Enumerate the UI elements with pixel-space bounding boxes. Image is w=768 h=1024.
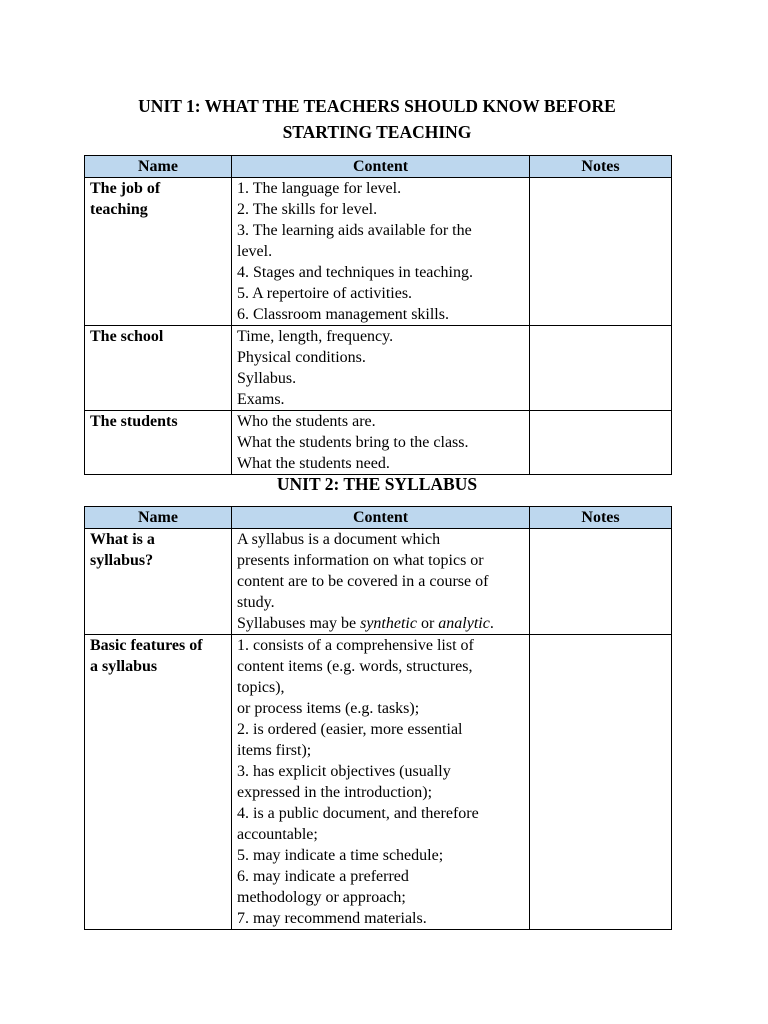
row-notes-cell [530,411,672,475]
row-content-cell [232,529,530,635]
row-notes-cell [530,529,672,635]
row-content-cell [232,635,530,930]
row-content-cell [232,326,530,411]
content-line: expressed in the introduction); [237,784,433,801]
content-line: 6. Classroom management skills. [237,306,449,323]
content-line: A syllabus is a document which [237,531,441,548]
row-content-cell [232,178,530,326]
content-line: What the students need. [237,455,390,472]
content-line: 5. may indicate a time schedule; [237,847,444,864]
table-row [85,326,672,411]
table-row [85,411,672,475]
content-line: methodology or approach; [237,889,406,906]
row-name-line: The job of [90,180,161,197]
table-row [85,529,672,635]
header-notes: Notes [530,507,672,529]
syllabus-types-middle: or [416,615,439,632]
content-line: accountable; [237,826,318,843]
row-name-line: What is a [90,531,155,548]
content-line: 3. The learning aids available for the [237,222,472,239]
content-line: What the students bring to the class. [237,434,469,451]
content-line: 1. The language for level. [237,180,402,197]
row-name-cell [85,529,232,635]
header-name: Name [85,507,232,529]
row-name-line: Basic features of [90,637,203,654]
content-line: study. [237,594,275,611]
content-line: 3. has explicit objectives (usually [237,763,451,780]
unit2-table [84,506,672,930]
table-row [85,178,672,326]
row-notes-cell [530,178,672,326]
row-name-cell [85,326,232,411]
content-line: items first); [237,742,312,759]
unit1-title [84,93,670,145]
row-name-cell [85,635,232,930]
row-name-line: The students [90,413,178,430]
content-line: or process items (e.g. tasks); [237,700,420,717]
content-line: 7. may recommend materials. [237,910,427,927]
content-line: Exams. [237,391,285,408]
content-line: 6. may indicate a preferred [237,868,409,885]
content-line: 4. is a public document, and therefore [237,805,479,822]
content-line: Physical conditions. [237,349,366,366]
row-name-cell [85,411,232,475]
row-name-cell [85,178,232,326]
content-line: 1. consists of a comprehensive list of [237,637,474,654]
table-header-row [85,507,672,529]
header-notes: Notes [530,156,672,178]
syllabus-types-suffix: . [489,615,494,632]
content-line: 4. Stages and techniques in teaching. [237,264,473,281]
header-content: Content [232,507,530,529]
analytic-term: analytic [438,615,490,632]
table-header-row [85,156,672,178]
row-name-line: The school [90,328,164,345]
content-line-syllabus-types [237,613,524,634]
unit1-table [84,155,672,475]
header-content: Content [232,156,530,178]
content-line: Syllabus. [237,370,297,387]
content-line: content are to be covered in a course of [237,573,489,590]
row-notes-cell [530,326,672,411]
synthetic-term: synthetic [360,615,417,632]
content-line: 5. A repertoire of activities. [237,285,413,302]
content-line: Who the students are. [237,413,376,430]
content-line: Time, length, frequency. [237,328,394,345]
unit1-title-line2: STARTING TEACHING [282,122,472,142]
row-notes-cell [530,635,672,930]
content-line: topics), [237,679,285,696]
row-name-line: teaching [90,201,148,218]
row-name-line: syllabus? [90,552,154,569]
content-line: presents information on what topics or [237,552,484,569]
content-line: 2. The skills for level. [237,201,378,218]
header-name: Name [85,156,232,178]
unit2-title: UNIT 2: THE SYLLABUS [276,474,478,494]
content-line: level. [237,243,273,260]
unit1-title-line1: UNIT 1: WHAT THE TEACHERS SHOULD KNOW BEFORE [138,96,616,116]
content-line: content items (e.g. words, structures, [237,658,473,675]
row-content-cell [232,411,530,475]
syllabus-types-prefix: Syllabuses may be [237,615,361,632]
table-row [85,635,672,930]
row-name-line: a syllabus [90,658,158,675]
content-line: 2. is ordered (easier, more essential [237,721,463,738]
